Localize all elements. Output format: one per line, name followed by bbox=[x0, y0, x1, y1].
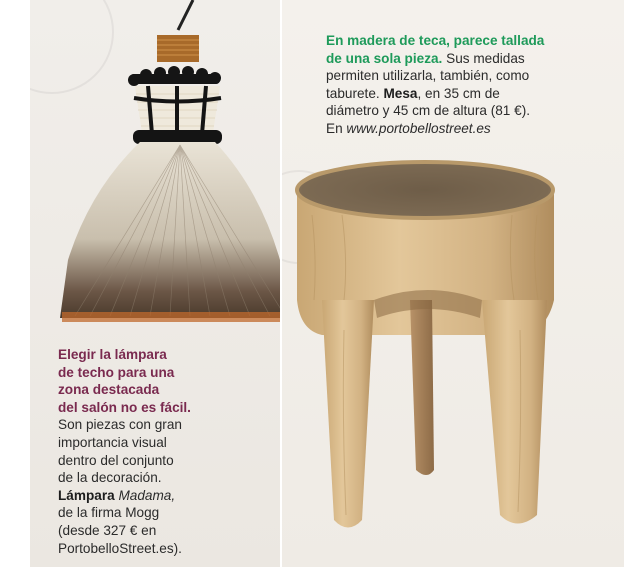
body-line: permiten utilizarla, también, como bbox=[326, 68, 530, 84]
body-line: dentro del conjunto bbox=[58, 452, 174, 468]
lamp-caption bbox=[58, 346, 273, 557]
url-line bbox=[326, 120, 616, 138]
body-fragment: Sus medidas bbox=[446, 50, 525, 66]
product-detail: , en 35 cm de bbox=[417, 85, 500, 101]
lead-line-mixed bbox=[326, 50, 616, 68]
product-name: Mesa bbox=[383, 85, 418, 101]
product-line bbox=[326, 85, 616, 103]
lead-line: En madera de teca, parece tallada bbox=[326, 33, 545, 48]
detail-line: PortobelloStreet.es). bbox=[58, 540, 182, 556]
product-model: Madama, bbox=[118, 487, 176, 503]
product-line bbox=[58, 487, 273, 505]
body-line: Son piezas con gran bbox=[58, 417, 182, 433]
detail-line: diámetro y 45 cm de altura (81 €). bbox=[326, 103, 530, 119]
body-line: importancia visual bbox=[58, 434, 167, 450]
lead-line: del salón no es fácil. bbox=[58, 399, 191, 415]
url-prefix: En bbox=[326, 120, 347, 136]
body-line: de la decoración. bbox=[58, 470, 162, 486]
detail-line: de la firma Mogg bbox=[58, 505, 160, 521]
product-name: Lámpara bbox=[58, 487, 115, 503]
lead-line: Elegir la lámpara bbox=[58, 347, 167, 362]
lead-line: de una sola pieza. bbox=[326, 50, 443, 66]
store-url-link[interactable]: www.portobellostreet.es bbox=[346, 120, 491, 136]
body-fragment: taburete. bbox=[326, 85, 380, 101]
lead-line: zona destacada bbox=[58, 382, 160, 398]
stool-caption bbox=[326, 32, 616, 138]
lead-line: de techo para una bbox=[58, 364, 175, 380]
detail-line: (desde 327 € en bbox=[58, 522, 157, 538]
